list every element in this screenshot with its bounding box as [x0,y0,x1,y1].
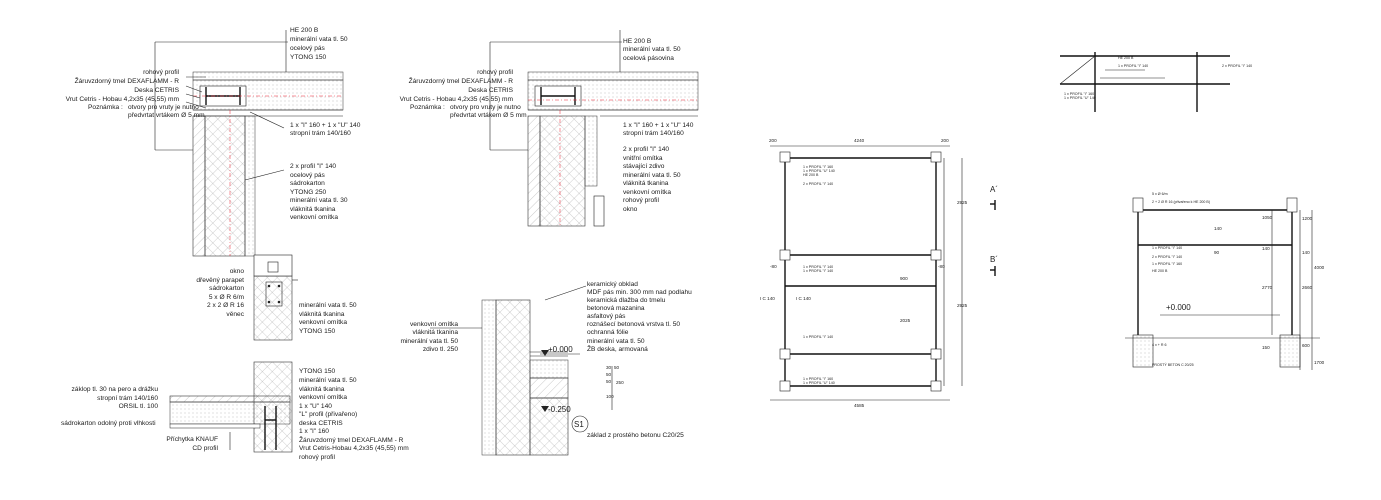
detail1-label-beam-profile: 1 x "I" 160 + 1 x "U" 140 [290,122,361,129]
top-section-label: HE 200 B [1118,56,1134,60]
detail3-left-label: 5 x Ø R 6/m [208,294,244,301]
section-b-dim: 2660 [1302,285,1313,290]
plan-dim-right: 2925 [957,200,968,205]
detail4-right-label: deska CETRIS [299,420,343,427]
detail1-bottom-label: vláknitá tkanina [290,206,336,213]
detail5-section-mark: S1 [574,420,584,429]
section-b-top-label: 2 + 2 Ø R 16 (přivařeno k HE 200 B) [1152,200,1211,204]
detail1-note-label: Poznámka : [88,104,123,111]
plan-dim-top: 200 [769,138,777,143]
detail4-right-label: venkovní omítka [299,394,348,401]
detail3-left-label: okno [229,268,244,275]
detail5-dim: 50 [614,365,620,370]
detail5-dim: 30 [606,365,612,370]
detail1-label-sealant: Žáruvzdorný tmel DEXAFLAMM - R [74,78,179,85]
detail1-bottom-label: 2 x profil "I" 140 [290,163,337,170]
plan-section-b: B´ [990,255,998,264]
detail2-top-label: ocelová pásovina [623,55,674,62]
detail2-top-label: minerální vata tl. 50 [623,46,681,53]
detail2-mid-label: 1 x "I" 160 + 1 x "U" 140 [623,122,694,129]
detail5-dim: 100 [606,394,614,399]
detail3-drawing [254,255,298,340]
detail5-right-label: roznášecí betonová vrstva tl. 50 [587,321,681,328]
section-b-dim: 1200 [1302,216,1313,221]
section-b-dim: 1050 [1262,215,1273,220]
plan-dim-inner: 900 [900,276,908,281]
detail2-top-label: HE 200 B [623,38,652,45]
detail5-level-minus: -0.250 [548,405,571,414]
section-b-footer: PROSTÝ BETON C 20/25 [1152,363,1194,367]
detail3-right-label: venkovní omítka [299,319,348,326]
plan-callout: HE 200 B [803,173,819,177]
detail2-left-label: Vrut Cetris - Hobau 4,2x35 (45,55) mm [399,96,513,103]
detail1-note-line2: předvrtat vrtákem Ø 5 mm [128,112,205,119]
detail3-left-label: dřevěný parapet [196,277,244,284]
section-b-bottom-note: 4 x + R 6 [1152,343,1167,347]
detail1-bottom-label: sádrokarton [290,180,325,187]
plan-callout: 1 x PROFIL "I" 140 [803,269,834,273]
plan-dim-top: 4240 [854,138,865,143]
detail5-right-label: minerální vata tl. 50 [587,338,645,345]
plan-dim-right: 2925 [957,303,968,308]
detail2-bottom-label: venkovní omítka [623,189,672,196]
detail1-label-ceiling-beam: stropní trám 140/160 [290,130,351,137]
detail2-bottom-label: okno [623,206,638,213]
detail5-drawing [430,286,612,455]
top-section-label: 1 x PROFIL "I" 160 [1064,92,1095,96]
detail4-right-label: "L" profil (přivařeno) [299,411,358,418]
detail4-right-label: 1 x "U" 140 [299,403,332,410]
plan-callout: 2 x PROFIL "I" 140 [803,182,834,186]
top-section-label: 2 x PROFIL "I" 140 [1222,64,1253,68]
detail3-right-label: minerální vata tl. 50 [299,302,357,309]
detail5-right-label: MDF pás min. 300 mm nad podlahu [587,289,692,296]
section-b-dim: 2770 [1262,285,1273,290]
detail2-bottom-label: vnitřní omítka [623,155,663,162]
section-b-dim: 4000 [1314,265,1325,270]
detail5-left-label: minerální vata tl. 50 [400,338,458,345]
detail5-left-label: zdivo tl. 250 [422,346,458,353]
top-section-drawing [1060,52,1230,112]
detail1-bottom-label: YTONG 250 [290,189,327,196]
detail2-bottom-label: minerální vata tl. 50 [623,172,681,179]
detail1-label-ytong: YTONG 150 [290,54,327,61]
detail2-note-line2: předvrtat vrtákem Ø 5 mm [450,112,527,119]
section-b-level: +0.000 [1166,303,1191,312]
plan-left-note: I C 140 [760,296,775,301]
plan-dim-left: -80 [938,264,945,269]
plan-callout: 1 x PROFIL "I" 160 [803,377,834,381]
detail3-right-label: vláknitá tkanina [299,311,345,318]
detail2-note-line1: otvory pro vruty je nutno [450,104,521,111]
plan-callout: 1 x PROFIL "I" 140 [803,335,834,339]
section-b-top-label: 5 x Ø 6/m [1152,192,1168,196]
detail1-label-he200b: HE 200 B [290,27,319,34]
section-b-dim: 90 [1214,250,1220,255]
plan-section-a: A´ [990,185,998,194]
detail5-dim: 50 [606,372,612,377]
detail4-right-label: Žáruvzdorný tmel DEXAFLAMM - R [299,437,404,444]
detail1-label-mineral-wool: minerální vata tl. 50 [290,36,348,43]
plan-callout: 1 x PROFIL "U" 140 [803,169,835,173]
plan-callout: 1 x PROFIL "U" 140 [803,381,835,385]
section-b-mid-label: 1 x PROFIL "I" 140 [1152,246,1183,250]
detail5-dim: 50 [606,379,612,384]
top-section-label: 1 x PROFIL "I" 140 [1118,64,1149,68]
detail2-left-label: Žáruvzdorný tmel DEXAFLAMM - R [408,78,513,85]
detail4-right-label: minerální vata tl. 50 [299,377,357,384]
detail5-level-plus: +0.000 [548,345,573,354]
detail5-left-label: vláknitá tkanina [412,329,458,336]
detail4-right-label: rohový profil [299,454,335,461]
plan-left-note: I C 140 [796,296,811,301]
detail5-dim: 250 [616,380,624,385]
detail5-right-label: keramický obklad [587,281,638,288]
detail4-cd-profile-label: CD profil [192,445,218,452]
detail4-right-label: YTONG 150 [299,368,336,375]
plan-callout: 1 x PROFIL "I" 140 [803,265,834,269]
detail4-right-label: vláknitá tkanina [299,386,345,393]
detail2-left-label: rohový profil [477,69,513,76]
detail1-note-line1: otvory pro vruty je nutno [128,104,199,111]
section-b-dim: 140 [1302,250,1310,255]
detail3-left-label: věnec [226,311,244,318]
detail4-knauf-label: Příchytka KNAUF [166,436,218,443]
detail4-right-label: Vrut Cetris-Hobau 4,2x35 (45,55) mm [299,445,409,452]
detail1-bottom-label: minerální vata tl. 30 [290,197,348,204]
section-b-mid-label: 2 x PROFIL "I" 140 [1152,255,1183,259]
plan-dim-inner: 2025 [900,318,911,323]
detail5-foundation-label: základ z prostého betonu C20/25 [587,432,684,439]
detail4-right-label: 1 x "I" 160 [299,428,329,435]
detail3-right-label: YTONG 150 [299,328,336,335]
detail3-left-label: sádrokarton [209,285,244,292]
detail1-label-steel-strip: ocelový pás [290,45,325,52]
top-section-label: 1 x PROFIL "U" 140 [1064,96,1096,100]
detail3-left-label: 2 x 2 Ø R 16 [206,302,244,309]
detail2-bottom-label: rohový profil [623,197,659,204]
detail5-right-label: asfaltový pás [587,313,626,320]
detail5-right-label: ochranná fólie [587,329,629,336]
detail2-mid-label: stropní trám 140/160 [623,130,684,137]
section-b-dim: 600 [1302,343,1310,348]
detail2-note-label: Poznámka : [410,104,445,111]
detail2-left-label: Deska CETRIS [468,87,513,94]
detail4-gypsum-label: sádrokarton odolný proti vlhkosti [61,420,156,427]
detail2-bottom-label: 2 x profil "I" 140 [623,146,670,153]
detail1-label-cetris: Deska CETRIS [134,87,179,94]
detail2-bottom-label: stávající zdivo [623,163,665,170]
section-b-mid-label: 1 x PROFIL "I" 160 [1152,262,1183,266]
detail1-bottom-label: ocelový pás [290,172,325,179]
section-b-dim: 1700 [1314,360,1325,365]
plan-dim-top: 200 [941,138,949,143]
detail4-left-label: stropní trám 140/160 [97,395,158,402]
detail5-right-label: betonová mazanina [587,305,645,312]
detail2-bottom-label: vláknitá tkanina [623,180,669,187]
detail1-label-corner-profile: rohový profil [143,69,179,76]
detail4-left-label: záklop tl. 30 na pero a drážku [71,386,158,393]
detail5-right-label: ŽB deska, armovaná [587,346,648,353]
plan-dim-bottom: 4585 [854,403,865,408]
detail4-left-label: ORSIL tl. 100 [118,403,158,410]
section-b-dim: 150 [1262,345,1270,350]
section-b-dim: 140 [1262,246,1270,251]
detail1-bottom-label: venkovní omítka [290,214,339,221]
section-b-mid-label: HE 200 B [1152,269,1168,273]
plan-dim-left: -80 [770,264,777,269]
detail5-left-label: venkovní omítka [409,321,458,328]
detail1-label-screw: Vrut Cetris - Hobau 4,2x35 (45,55) mm [65,96,179,103]
section-b-dim: 140 [1214,226,1222,231]
plan-callout: 1 x PROFIL "I" 160 [803,165,834,169]
detail5-right-label: keramická dlažba do tmelu [587,297,666,304]
